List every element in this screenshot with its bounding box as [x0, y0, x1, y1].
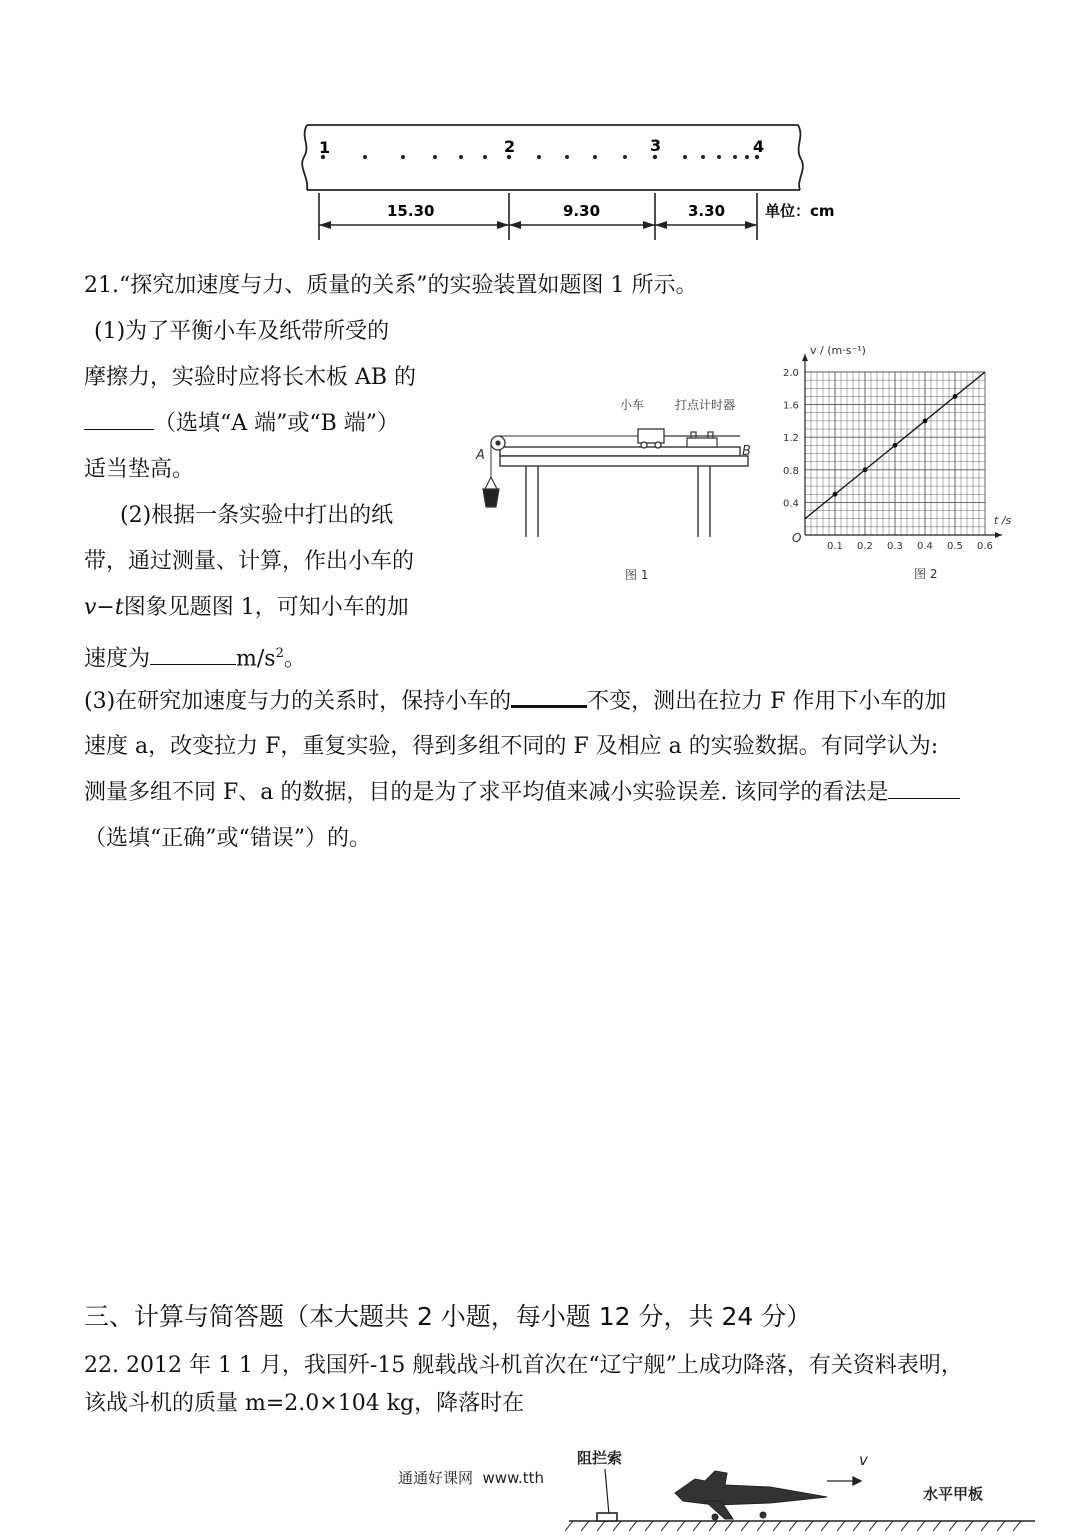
pulley — [491, 436, 505, 450]
hatch-line — [837, 1521, 845, 1531]
vt-data-point — [923, 419, 928, 424]
q21-p1-end: 适当垫高。 — [84, 457, 195, 482]
vt-ylabel: v / (m·s⁻¹) — [810, 344, 866, 357]
tape-strip — [302, 125, 803, 190]
cable-pointer — [605, 1469, 609, 1515]
deck-hatching — [565, 1521, 1021, 1531]
hatch-line — [805, 1521, 813, 1531]
hatch-line — [757, 1521, 765, 1531]
deck — [569, 1513, 1035, 1521]
velocity-arrow — [827, 1477, 861, 1485]
hatch-line — [629, 1521, 637, 1531]
x-tick-label: 0.5 — [947, 541, 963, 552]
hatch-line — [949, 1521, 957, 1531]
end-a-label: A — [476, 448, 485, 463]
q21-p3-pre: (3)在研究加速度与力的关系时，保持小车的 — [84, 689, 512, 714]
hatch-line — [917, 1521, 925, 1531]
q21-p3-line4: （选填“正确”或“错误”）的。 — [84, 826, 371, 851]
answer-blank-2 — [150, 638, 236, 665]
tape-point-3: 3 — [650, 136, 662, 155]
hatch-line — [741, 1521, 749, 1531]
hatch-line — [789, 1521, 797, 1531]
q21-p3-line3 — [84, 771, 960, 815]
figure-1-apparatus — [470, 385, 760, 590]
vt-xlabel: t /s — [994, 514, 1012, 527]
q22-line1: 22. 2012 年 1 1 月，我国歼-15 舰载战斗机首次在“辽宁舰”上成功降落，有关资料表明， — [84, 1353, 963, 1378]
q21-p2-end: 。 — [283, 646, 306, 672]
timer-label: 打点计时器 — [675, 398, 736, 412]
hatch-line — [1013, 1521, 1021, 1531]
answer-blank-3 — [511, 679, 587, 708]
segment-3-label: 3.30 — [688, 202, 726, 220]
section-3-heading: 三、计算与简答题（本大题共 2 小题，每小题 12 分，共 24 分） — [84, 1302, 812, 1331]
segment-2-label: 9.30 — [563, 202, 601, 220]
q21-vt-symbol: v−t — [84, 595, 124, 620]
hatch-line — [565, 1521, 573, 1531]
q21-p2-line3 — [84, 586, 409, 630]
y-tick-label: 1.2 — [783, 433, 799, 445]
q21-p2-line4 — [84, 632, 306, 681]
hatch-line — [869, 1521, 877, 1531]
q21-p2-line1: (2)根据一条实验中打出的纸 — [120, 503, 394, 528]
figure-2-caption: 图 2 — [914, 567, 938, 581]
vt-data-point — [893, 443, 898, 448]
q21-p1-line2: 摩擦力，实验时应将长木板 AB 的 — [84, 365, 417, 390]
jet-icon — [675, 1471, 827, 1520]
q21-p1-line1: (1)为了平衡小车及纸带所受的 — [94, 319, 390, 344]
hatch-line — [997, 1521, 1005, 1531]
hatch-line — [901, 1521, 909, 1531]
unit-label: 单位：cm — [765, 202, 835, 220]
x-tick-label: 0.3 — [887, 541, 903, 552]
hatch-line — [645, 1521, 653, 1531]
hatch-line — [933, 1521, 941, 1531]
cart — [638, 429, 664, 448]
tape-point-4: 4 — [753, 137, 765, 156]
q21-p3-line3-text: 测量多组不同 F、a 的数据，目的是为了求平均值来减小实验误差. 该同学的看法是 — [84, 780, 889, 805]
hatch-line — [821, 1521, 829, 1531]
deck-label: 水平甲板 — [923, 1485, 984, 1503]
vt-data-point — [863, 467, 868, 472]
vt-data-point — [953, 394, 958, 399]
y-tick-label: 0.4 — [783, 498, 799, 510]
q21-p3-line1 — [84, 679, 946, 724]
hatch-line — [773, 1521, 781, 1531]
figure-2-vt-graph — [780, 340, 1020, 590]
x-tick-label: 0.4 — [917, 541, 933, 552]
x-tick-label: 0.1 — [827, 541, 843, 552]
x-axis-arrow — [995, 532, 1002, 538]
q21-p1-choice: （选填“A 端”或“B 端”） — [154, 411, 400, 436]
cable-label: 阻拦索 — [577, 1449, 623, 1467]
velocity-label: v — [859, 1451, 868, 1469]
hatch-line — [693, 1521, 701, 1531]
hatch-line — [965, 1521, 973, 1531]
figure-1-caption: 图 1 — [625, 568, 649, 582]
q21-p2-sup: 2 — [275, 646, 284, 661]
tape-dots — [321, 155, 759, 159]
hatch-line — [613, 1521, 621, 1531]
tape-point-2: 2 — [504, 137, 516, 156]
vt-data-point — [833, 492, 838, 497]
hanging-weight — [483, 477, 499, 507]
q21-p1-line3 — [84, 402, 399, 446]
hatch-line — [853, 1521, 861, 1531]
q21-intro: 21.“探究加速度与力、质量的关系”的实验装置如题图 1 所示。 — [84, 273, 698, 298]
q21-p2-unit: m/s — [236, 646, 276, 672]
hatch-line — [677, 1521, 685, 1531]
segment-1-label: 15.30 — [387, 202, 435, 220]
ticker-tape-figure — [295, 115, 855, 245]
y-tick-label: 2.0 — [783, 368, 799, 379]
board — [500, 447, 748, 537]
y-axis-arrow — [802, 354, 808, 361]
hatch-line — [981, 1521, 989, 1531]
vt-origin: O — [792, 531, 802, 545]
watermark-text: 通通好课网 www.tth — [398, 1469, 545, 1487]
ticker-timer — [664, 432, 740, 447]
hatch-line — [581, 1521, 589, 1531]
figure-3-carrier-landing — [565, 1435, 1045, 1536]
hatch-line — [885, 1521, 893, 1531]
hatch-line — [597, 1521, 605, 1531]
q21-p2-line2: 带，通过测量、计算，作出小车的 — [84, 549, 415, 574]
vt-tick-labels — [783, 368, 993, 552]
vt-grid — [805, 372, 985, 535]
x-tick-label: 0.2 — [857, 541, 873, 552]
tape-point-1: 1 — [319, 138, 331, 157]
y-tick-label: 1.6 — [783, 400, 799, 412]
q21-p3-post: 不变，测出在拉力 F 作用下小车的加 — [587, 689, 947, 714]
hatch-line — [725, 1521, 733, 1531]
car-label: 小车 — [620, 398, 645, 412]
answer-blank-1 — [84, 403, 154, 430]
end-b-label: B — [742, 444, 751, 459]
q21-p2-line3-text: 图象见题图 1，可知小车的加 — [123, 595, 409, 620]
q22-line2: 该战斗机的质量 m=2.0×104 kg，降落时在 — [84, 1391, 525, 1416]
hatch-line — [709, 1521, 717, 1531]
q21-p2-speed-pre: 速度为 — [84, 646, 151, 672]
y-tick-label: 0.8 — [783, 465, 799, 477]
answer-blank-4 — [888, 772, 960, 799]
hatch-line — [661, 1521, 669, 1531]
x-tick-label: 0.6 — [977, 541, 993, 552]
q21-p3-line2: 速度 a，改变拉力 F，重复实验，得到多组不同的 F 及相应 a 的实验数据。有同学认为: — [84, 734, 939, 759]
